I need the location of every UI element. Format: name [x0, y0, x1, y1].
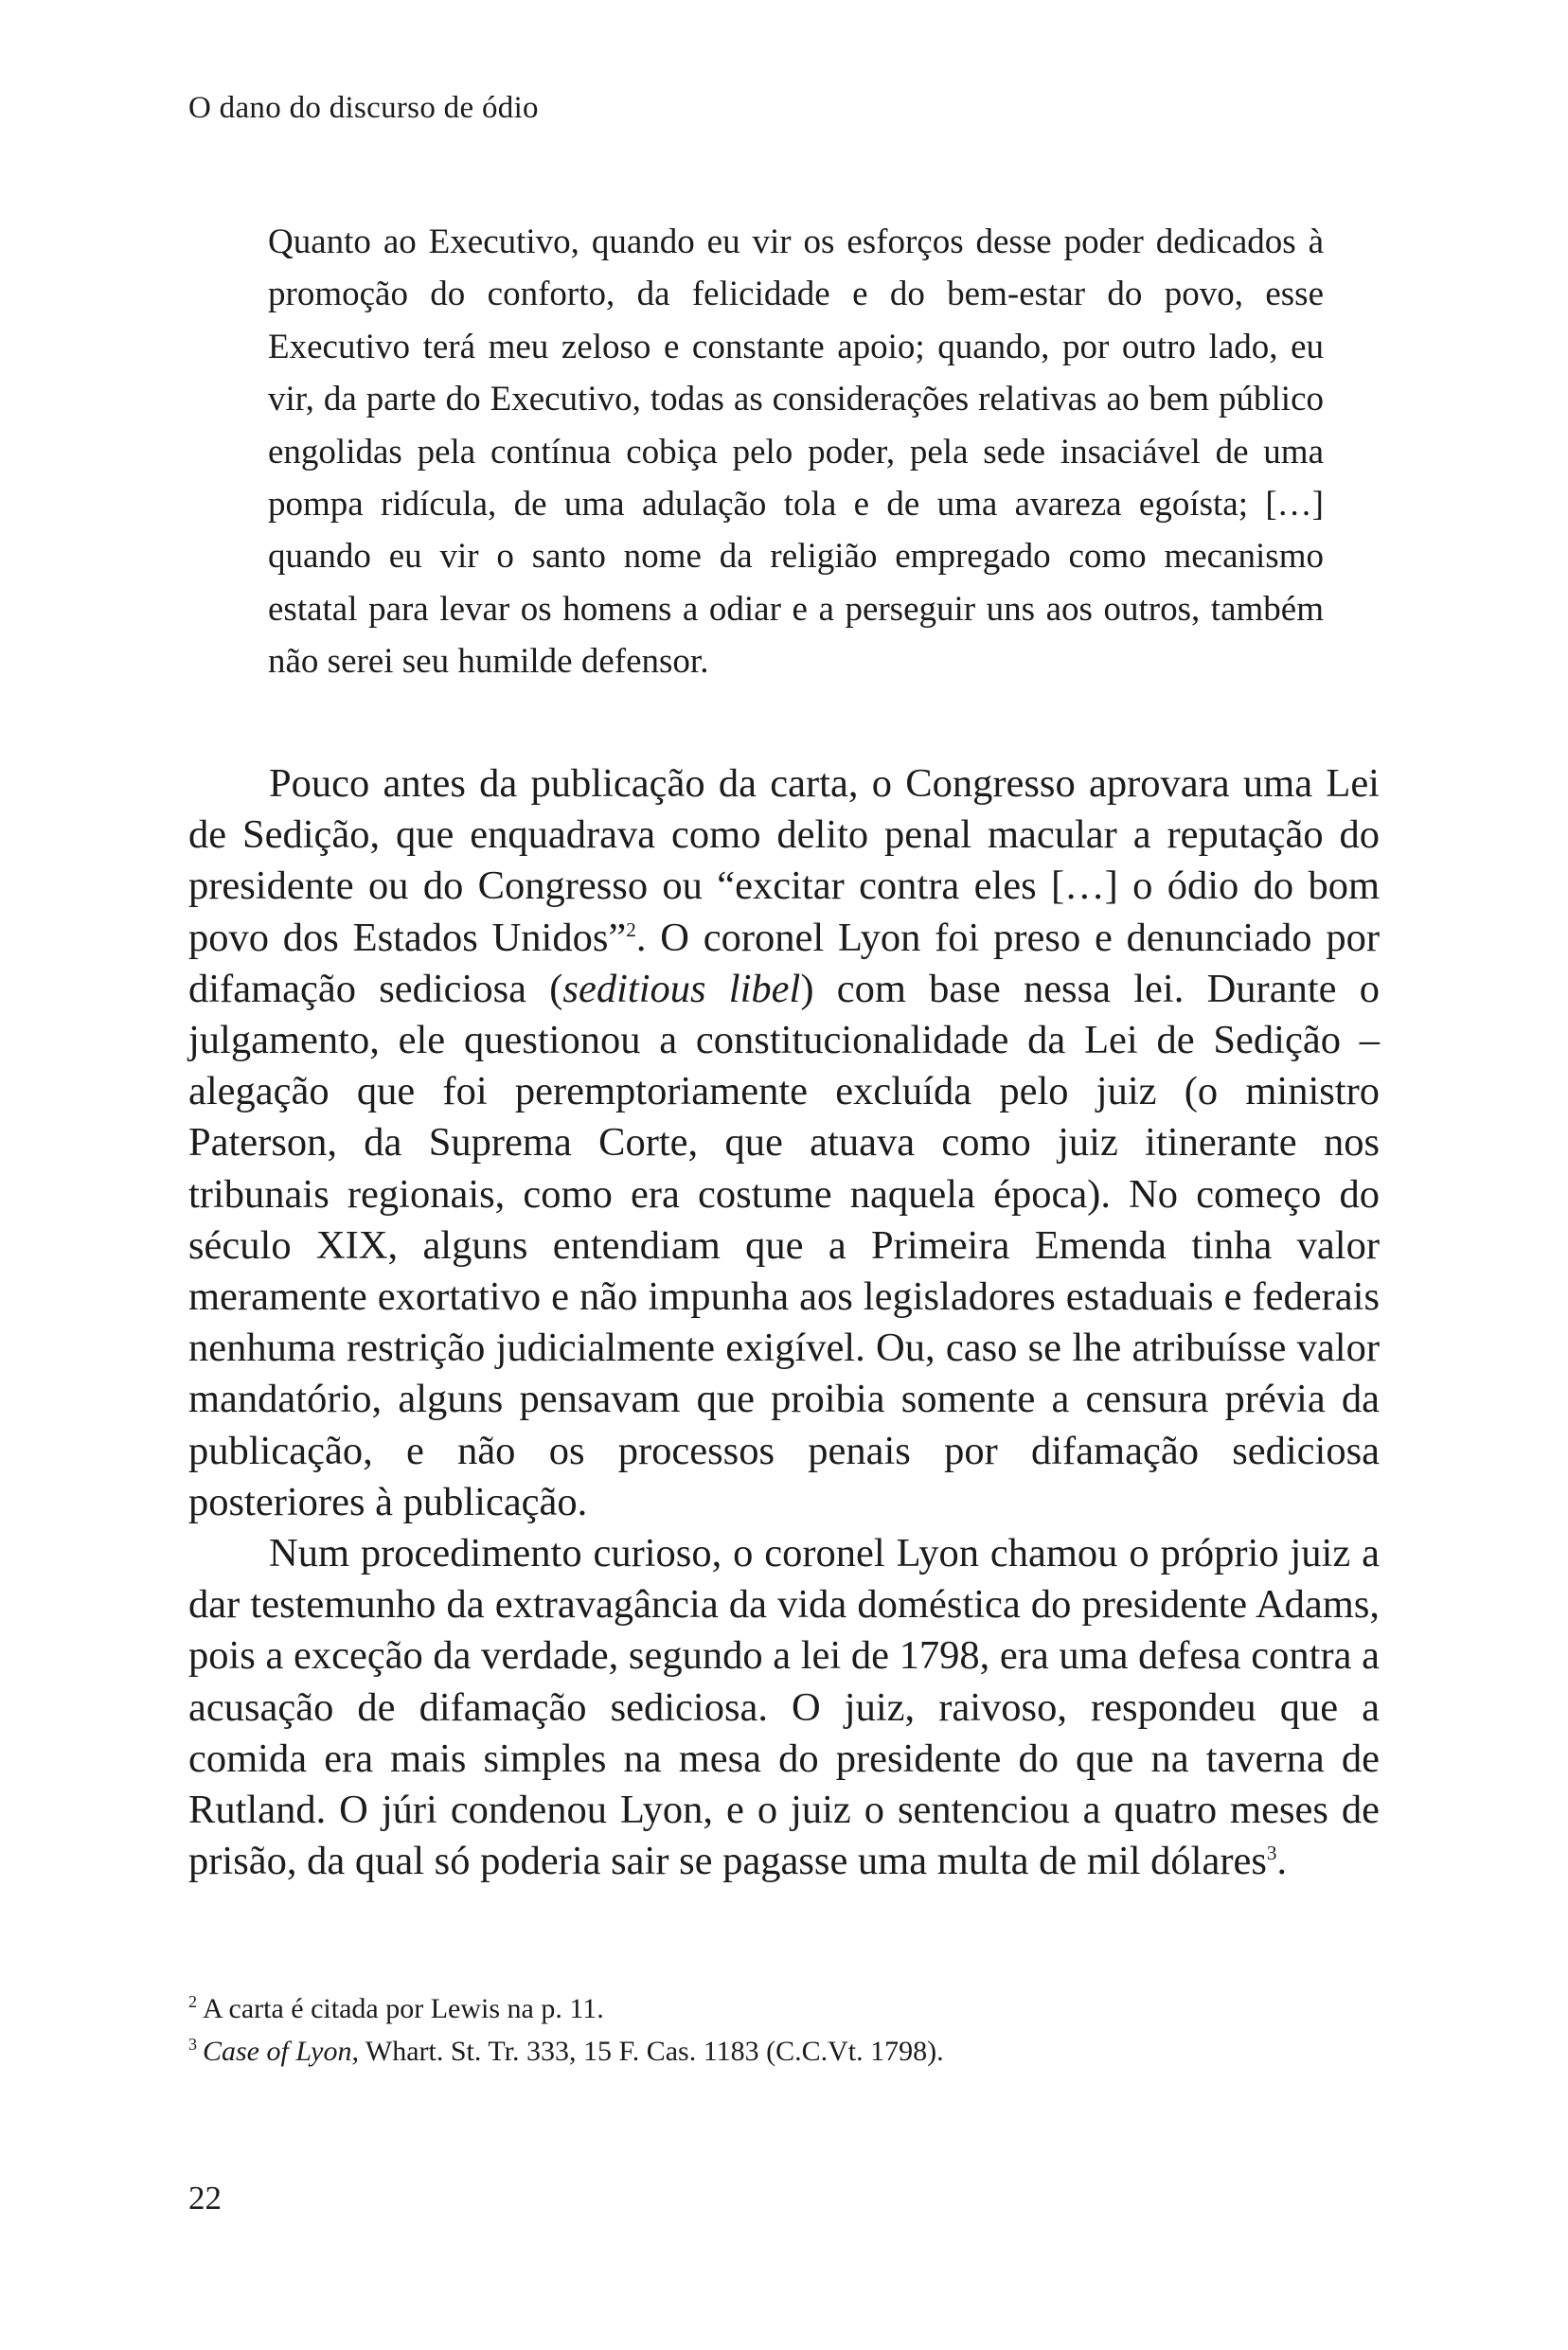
body-text [188, 758, 1380, 1887]
paragraph-text: . [1276, 1839, 1288, 1884]
footnote [188, 2030, 1380, 2073]
footnote-text: Whart. St. Tr. 333, 15 F. Cas. 1183 (C.C.Vt. 1798). [358, 2036, 944, 2067]
paragraph-text: Pouco antes da publicação da carta, o Congresso aprovara uma Lei de Sedição, que enquadrava como delito penal macular a reputação do presidente ou do Congresso ou “excitar contra eles […] o ódio do bom povo dos Estados Unidos” [188, 761, 1380, 960]
page-number: 22 [188, 2180, 222, 2216]
footnote-reference: 3 [1266, 1842, 1277, 1865]
block-quote [268, 216, 1324, 688]
footnote-reference: 2 [626, 917, 636, 941]
running-head: O dano do discurso de ódio [188, 91, 539, 125]
paragraph [188, 1528, 1380, 1887]
footnote-case-name: Case of Lyon, [203, 2036, 359, 2067]
footnote-number: 2 [188, 1992, 197, 2011]
paragraph-text: ) com base nessa lei. Durante o julgamento, ele questionou a constitucionalidade da Lei de Sedição – alegação que foi peremptoriamente excluída pelo juiz (o ministro Paterson, da Suprema Corte, que atuava como juiz itinerante nos tribunais regionais, como era costume naquela época). No começo do século XIX, alguns entendiam que a Primeira Emenda tinha valor meramente exortativo e não impunha aos legisladores estaduais e federais nenhuma restrição judicialmente exigível. Ou, caso se lhe atribuísse valor mandatório, alguns pensavam que proibia somente a censura prévia da publicação, e não os processos penais por difamação sediciosa posteriores à publicação. [188, 966, 1380, 1524]
paragraph [188, 758, 1380, 1528]
footnote-number: 3 [188, 2035, 197, 2054]
italic-term: seditious libel [562, 966, 801, 1011]
footnote [188, 1987, 1380, 2030]
footnotes [188, 1987, 1380, 2073]
footnote-text: A carta é citada por Lewis na p. 11. [203, 1993, 604, 2024]
paragraph-text: . O coronel Lyon foi preso e denunciado por difamação sediciosa ( [188, 915, 1380, 1011]
block-quote-text: Quanto ao Executivo, quando eu vir os esforços desse poder dedicados à promoção do conforto, da felicidade e do bem-estar do povo, esse Executivo terá meu zeloso e constante apoio; quando, por outro lado, eu vir, da parte do Executivo, todas as considerações relativas ao bem público engolidas pela contínua cobiça pelo poder, pela sede insaciável de uma pompa ridícula, de uma adulação tola e de uma avareza egoísta; […] quando eu vir o santo nome da religião empregado como mecanismo estatal para levar os homens a odiar e a perseguir uns aos outros, também não serei seu humilde defensor. [268, 223, 1324, 682]
paragraph-text: Num procedimento curioso, o coronel Lyon chamou o próprio juiz a dar testemunho da extravagância da vida doméstica do presidente Adams, pois a exceção da verdade, segundo a lei de 1798, era uma defesa contra a acusação de difamação sediciosa. O juiz, raivoso, respondeu que a comida era mais simples na mesa do presidente do que na taverna de Rutland. O júri condenou Lyon, e o juiz o sentenciou a quatro meses de prisão, da qual só poderia sair se pagasse uma multa de mil dólares [188, 1531, 1380, 1884]
